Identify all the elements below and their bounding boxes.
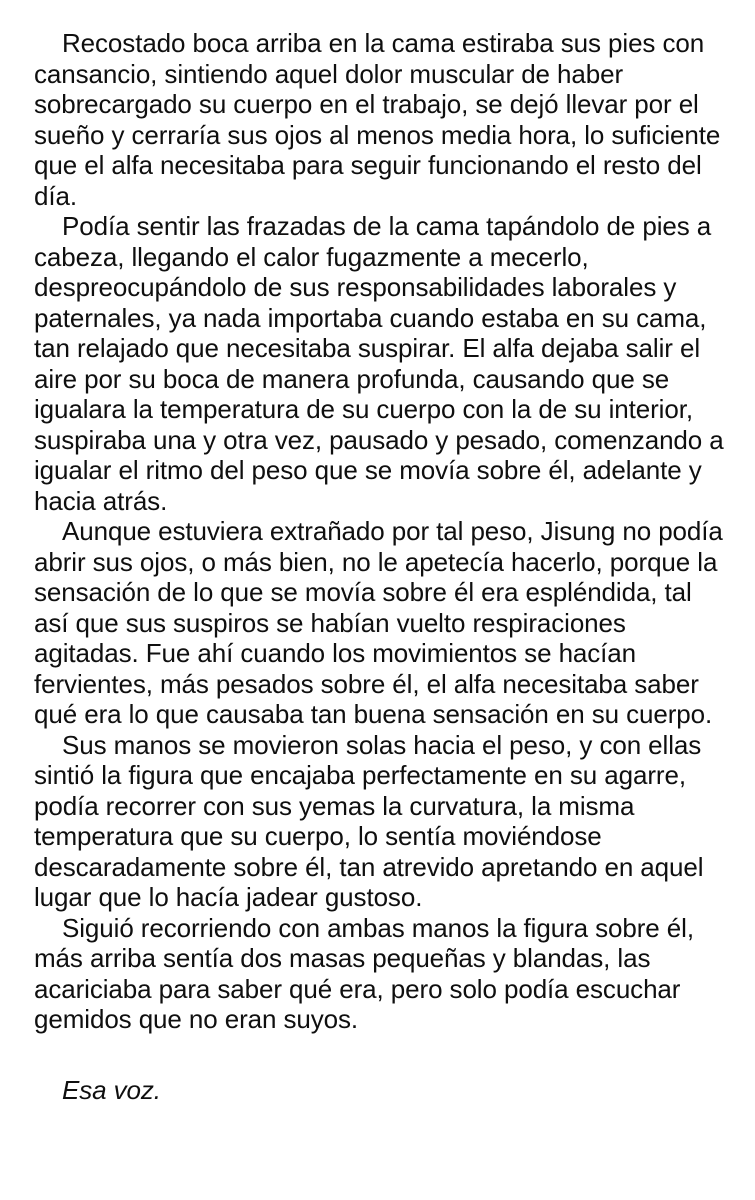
paragraph-3: Aunque estuviera extrañado por tal peso, Jisung no podía abrir sus ojos, o más bien, no le apetecía hacerlo, porque la sensación de lo que se movía sobre él era espléndida, tal así que sus suspiros se habían vuelto respiraciones agitadas. Fue ahí cuando los movimientos se hacían fervientes, más pesados sobre él, el alfa necesitaba saber qué era lo que causaba tan buena sensación en su cuerpo. [34, 516, 723, 729]
paragraph-5: Siguió recorriendo con ambas manos la figura sobre él, más arriba sentía dos masas pequeñas y blandas, las acariciaba para saber qué era, pero solo podía escuchar gemidos que no eran suyos. [34, 912, 694, 1034]
closing-line: Esa voz. [62, 1074, 161, 1105]
paragraph-4: Sus manos se movieron solas hacia el peso, y con ellas sintió la figura que encajaba perfectamente en su agarre, podía recorrer con sus yemas la curvatura, la misma temperatura que su cuerpo, lo sentía moviéndose descaradamente sobre él, tan atrevido apretando en aquel lugar que lo hacía jadear gustoso. [34, 729, 704, 912]
paragraph-1: Recostado boca arriba en la cama estiraba sus pies con cansancio, sintiendo aquel dolor muscular de haber sobrecargado su cuerpo en el trabajo, se dejó llevar por el sueño y cerraría sus ojos al menos media hora, lo suficiente que el alfa necesitaba para seguir funcionando el resto del día. [34, 28, 721, 211]
paragraph-2: Podía sentir las frazadas de la cama tapándolo de pies a cabeza, llegando el calor fugazmente a mecerlo, despreocupándolo de sus responsabilidades laborales y paternales, ya nada importaba cuando estaba en su cama, tan relajado que necesitaba suspirar. El alfa dejaba salir el aire por su boca de manera profunda, causando que se igualara la temperatura de su cuerpo con la de su interior, suspiraba una y otra vez, pausado y pesado, comenzando a igualar el ritmo del peso que se movía sobre él, adelante y hacia atrás. [34, 211, 724, 516]
document-page [34, 28, 724, 1105]
